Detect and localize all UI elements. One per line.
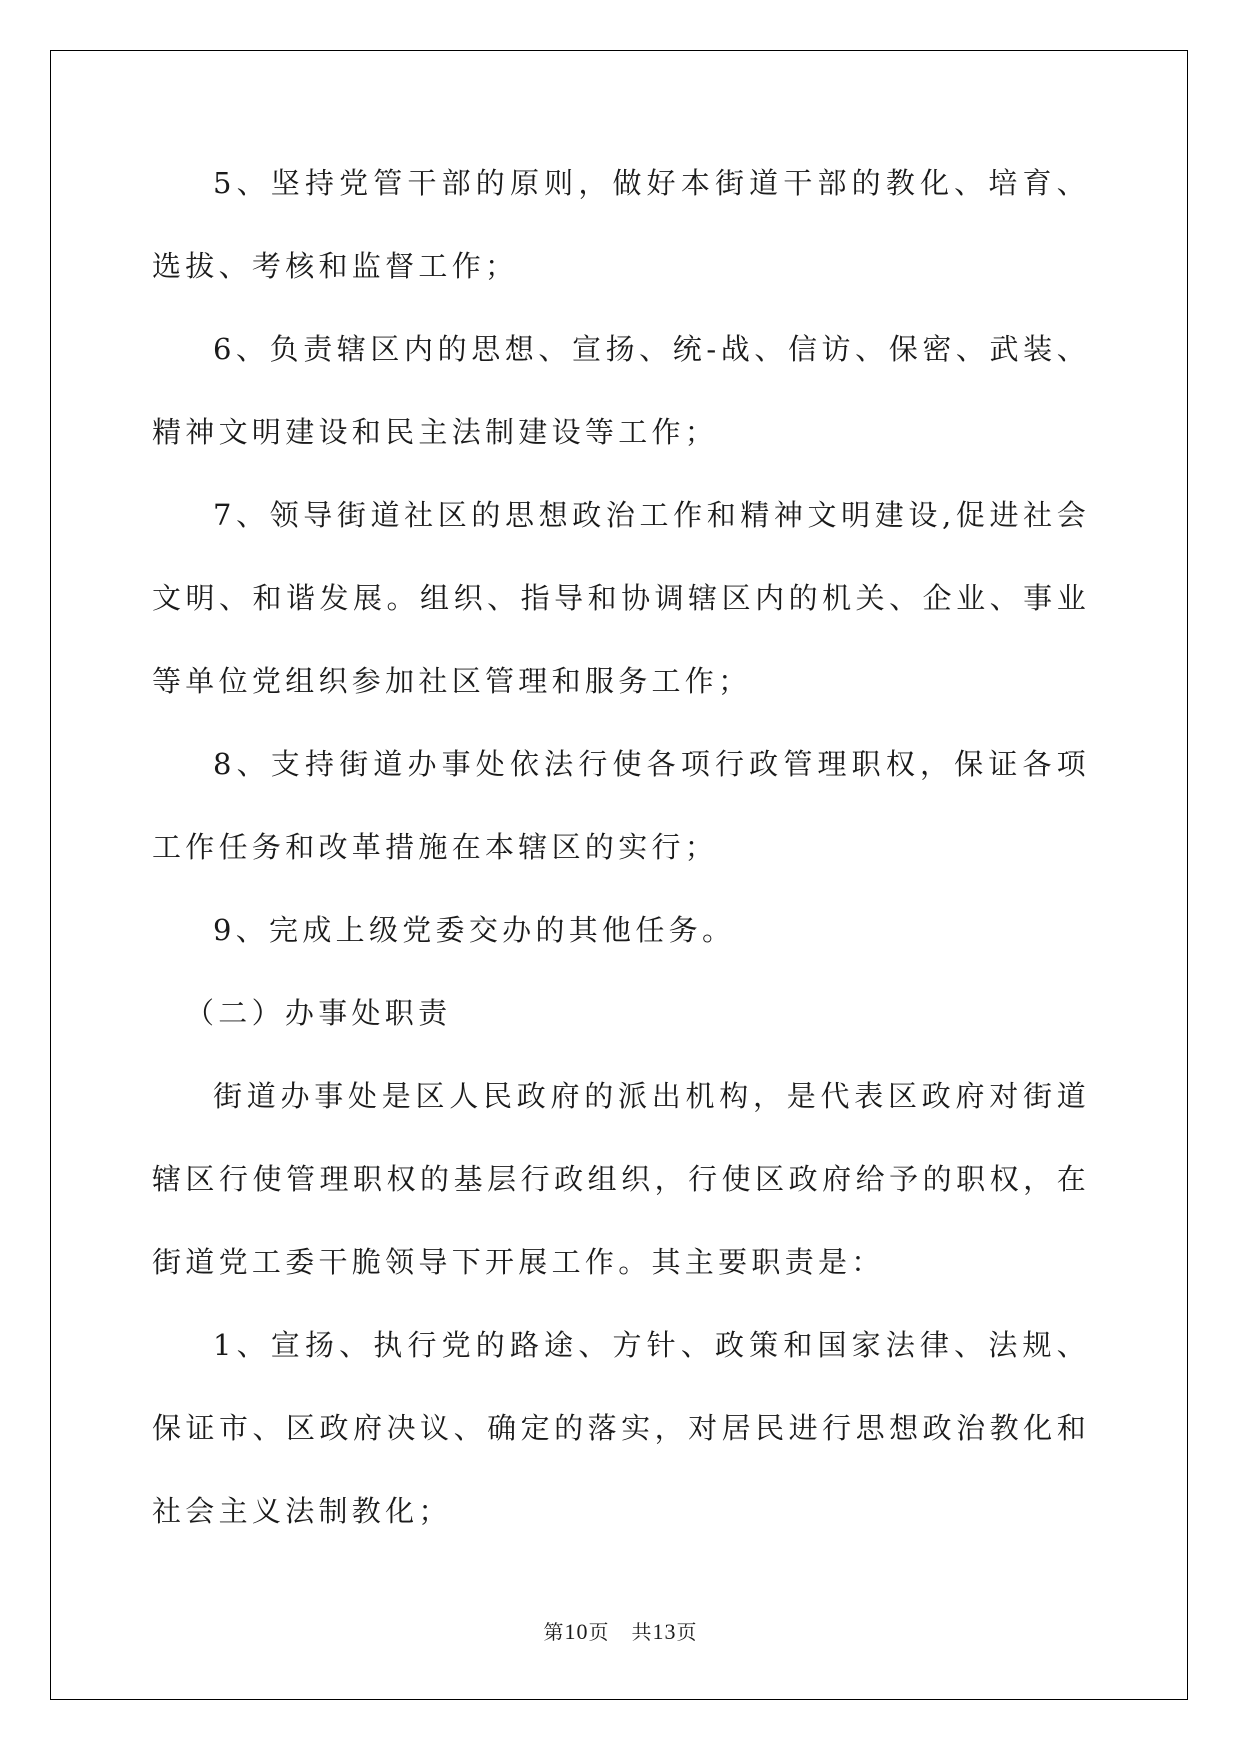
section-heading: （二）办事处职责: [185, 996, 452, 1030]
document-body: [152, 142, 1090, 1553]
paragraph-item-7: 7、领导街道社区的思想政治工作和精神文明建设,促进社会文明、和谐发展。组织、指导和协调辖区内的机关、企业、事业等单位党组织参加社区管理和服务工作；: [152, 498, 1090, 698]
paragraph-item-9: 9、完成上级党委交办的其他任务。: [213, 913, 736, 947]
total-prefix: 共: [631, 1620, 653, 1644]
paragraph-item-1: 1、宣扬、执行党的路途、方针、政策和国家法律、法规、保证市、区政府决议、确定的落实，对居民进行思想政治教化和社会主义法制教化；: [152, 1328, 1090, 1528]
page-footer: [0, 1616, 1241, 1645]
total-pages: 13: [652, 1619, 677, 1644]
page-number: 10: [564, 1619, 589, 1644]
paragraph-intro: 街道办事处是区人民政府的派出机构，是代表区政府对街道辖区行使管理职权的基层行政组织，行使区政府给予的职权，在街道党工委干脆领导下开展工作。其主要职责是：: [152, 1079, 1090, 1279]
page-prefix: 第: [543, 1620, 565, 1644]
paragraph-item-5: 5、坚持党管干部的原则，做好本街道干部的教化、培育、选拔、考核和监督工作；: [152, 166, 1090, 283]
paragraph-item-6: 6、负责辖区内的思想、宣扬、统-战、信访、保密、武装、精神文明建设和民主法制建设等工作；: [152, 332, 1090, 449]
total-suffix: 页: [676, 1620, 698, 1644]
paragraph-item-8: 8、支持街道办事处依法行使各项行政管理职权，保证各项工作任务和改革措施在本辖区的实行；: [152, 747, 1090, 864]
page-suffix: 页: [588, 1620, 610, 1644]
